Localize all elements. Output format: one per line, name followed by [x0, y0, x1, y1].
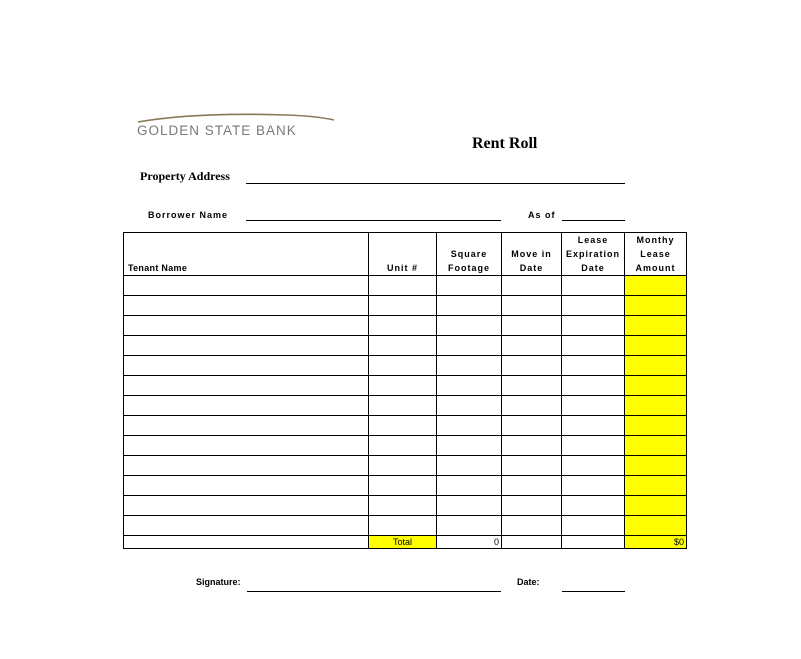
- monthly-lease-amount-cell[interactable]: [625, 376, 687, 396]
- monthly-lease-amount-cell[interactable]: [625, 416, 687, 436]
- tenant-name-cell[interactable]: [124, 356, 369, 376]
- unit-cell[interactable]: [369, 516, 437, 536]
- square-footage-cell[interactable]: [437, 456, 502, 476]
- table-row: [124, 436, 687, 456]
- tenant-name-cell[interactable]: [124, 436, 369, 456]
- unit-cell[interactable]: [369, 456, 437, 476]
- tenant-name-cell[interactable]: [124, 376, 369, 396]
- unit-cell[interactable]: [369, 436, 437, 456]
- unit-cell[interactable]: [369, 396, 437, 416]
- square-footage-cell[interactable]: [437, 336, 502, 356]
- move-in-date-cell[interactable]: [502, 436, 562, 456]
- monthly-lease-amount-cell[interactable]: [625, 496, 687, 516]
- header-tenant-name: Tenant Name: [124, 233, 369, 276]
- monthly-lease-amount-cell[interactable]: [625, 456, 687, 476]
- move-in-date-cell[interactable]: [502, 456, 562, 476]
- date-field[interactable]: [562, 591, 625, 592]
- table-row: [124, 416, 687, 436]
- table-header-row: [124, 233, 687, 276]
- table-row: [124, 456, 687, 476]
- move-in-date-cell[interactable]: [502, 376, 562, 396]
- table-row: [124, 516, 687, 536]
- lease-expiration-cell[interactable]: [562, 496, 625, 516]
- monthly-lease-amount-cell[interactable]: [625, 356, 687, 376]
- square-footage-cell[interactable]: [437, 436, 502, 456]
- table-row: [124, 496, 687, 516]
- square-footage-cell[interactable]: [437, 316, 502, 336]
- page-title: Rent Roll: [472, 135, 538, 152]
- square-footage-cell[interactable]: [437, 396, 502, 416]
- monthly-lease-amount-cell[interactable]: [625, 476, 687, 496]
- monthly-lease-amount-cell[interactable]: [625, 276, 687, 296]
- square-footage-cell[interactable]: [437, 296, 502, 316]
- lease-expiration-cell[interactable]: [562, 356, 625, 376]
- logo-text: GOLDEN STATE BANK: [137, 123, 297, 138]
- monthly-lease-amount-cell[interactable]: [625, 436, 687, 456]
- lease-expiration-cell[interactable]: [562, 336, 625, 356]
- unit-cell[interactable]: [369, 296, 437, 316]
- header-monthly-lease-amount: Monthy Lease Amount: [625, 233, 687, 276]
- lease-expiration-cell[interactable]: [562, 296, 625, 316]
- move-in-date-cell[interactable]: [502, 316, 562, 336]
- bank-logo: [136, 112, 346, 142]
- tenant-name-cell[interactable]: [124, 516, 369, 536]
- signature-label: Signature:: [196, 577, 241, 587]
- square-footage-cell[interactable]: [437, 376, 502, 396]
- lease-expiration-cell[interactable]: [562, 376, 625, 396]
- unit-cell[interactable]: [369, 496, 437, 516]
- table-row: [124, 376, 687, 396]
- lease-expiration-cell[interactable]: [562, 276, 625, 296]
- move-in-date-cell[interactable]: [502, 336, 562, 356]
- monthly-lease-amount-cell[interactable]: [625, 516, 687, 536]
- square-footage-cell[interactable]: [437, 496, 502, 516]
- lease-expiration-cell[interactable]: [562, 396, 625, 416]
- move-in-date-cell[interactable]: [502, 296, 562, 316]
- property-address-field[interactable]: [246, 183, 625, 184]
- total-row-blank-cell: [124, 536, 369, 549]
- property-address-label: Property Address: [140, 169, 230, 183]
- move-in-date-cell[interactable]: [502, 496, 562, 516]
- table-row: [124, 336, 687, 356]
- unit-cell[interactable]: [369, 276, 437, 296]
- lease-expiration-cell[interactable]: [562, 416, 625, 436]
- move-in-date-cell[interactable]: [502, 416, 562, 436]
- monthly-lease-amount-cell[interactable]: [625, 316, 687, 336]
- monthly-lease-amount-cell[interactable]: [625, 296, 687, 316]
- square-footage-cell[interactable]: [437, 476, 502, 496]
- date-label: Date:: [517, 577, 540, 587]
- lease-expiration-cell[interactable]: [562, 436, 625, 456]
- unit-cell[interactable]: [369, 316, 437, 336]
- total-amount: $0: [625, 536, 687, 549]
- tenant-name-cell[interactable]: [124, 276, 369, 296]
- lease-expiration-cell[interactable]: [562, 476, 625, 496]
- unit-cell[interactable]: [369, 336, 437, 356]
- lease-expiration-cell[interactable]: [562, 516, 625, 536]
- borrower-name-label: Borrower Name: [148, 210, 229, 220]
- unit-cell[interactable]: [369, 476, 437, 496]
- as-of-field[interactable]: [562, 220, 625, 221]
- header-square-footage: Square Footage: [437, 233, 502, 276]
- table-row: [124, 476, 687, 496]
- square-footage-cell[interactable]: [437, 276, 502, 296]
- move-in-date-cell[interactable]: [502, 396, 562, 416]
- tenant-name-cell[interactable]: [124, 396, 369, 416]
- total-row-blank-cell: [502, 536, 562, 549]
- total-row: [124, 536, 687, 549]
- tenant-name-cell[interactable]: [124, 476, 369, 496]
- unit-cell[interactable]: [369, 416, 437, 436]
- table-row: [124, 356, 687, 376]
- lease-expiration-cell[interactable]: [562, 316, 625, 336]
- rent-roll-table: [123, 232, 687, 549]
- tenant-name-cell[interactable]: [124, 316, 369, 336]
- table-row: [124, 396, 687, 416]
- lease-expiration-cell[interactable]: [562, 456, 625, 476]
- total-label: Total: [369, 536, 437, 549]
- tenant-name-cell[interactable]: [124, 296, 369, 316]
- square-footage-cell[interactable]: [437, 416, 502, 436]
- monthly-lease-amount-cell[interactable]: [625, 396, 687, 416]
- total-square-footage: 0: [437, 536, 502, 549]
- move-in-date-cell[interactable]: [502, 516, 562, 536]
- unit-cell[interactable]: [369, 356, 437, 376]
- header-lease-expiration-date: Lease Expiration Date: [562, 233, 625, 276]
- table-row: [124, 316, 687, 336]
- unit-cell[interactable]: [369, 376, 437, 396]
- move-in-date-cell[interactable]: [502, 356, 562, 376]
- as-of-label: As of: [528, 210, 556, 220]
- tenant-name-cell[interactable]: [124, 336, 369, 356]
- move-in-date-cell[interactable]: [502, 476, 562, 496]
- header-unit: Unit #: [369, 233, 437, 276]
- square-footage-cell[interactable]: [437, 356, 502, 376]
- total-row-blank-cell: [562, 536, 625, 549]
- tenant-name-cell[interactable]: [124, 416, 369, 436]
- tenant-name-cell[interactable]: [124, 496, 369, 516]
- move-in-date-cell[interactable]: [502, 276, 562, 296]
- signature-field[interactable]: [247, 591, 501, 592]
- monthly-lease-amount-cell[interactable]: [625, 336, 687, 356]
- borrower-name-field[interactable]: [246, 220, 501, 221]
- table-row: [124, 276, 687, 296]
- table-row: [124, 296, 687, 316]
- header-move-in-date: Move in Date: [502, 233, 562, 276]
- square-footage-cell[interactable]: [437, 516, 502, 536]
- tenant-name-cell[interactable]: [124, 456, 369, 476]
